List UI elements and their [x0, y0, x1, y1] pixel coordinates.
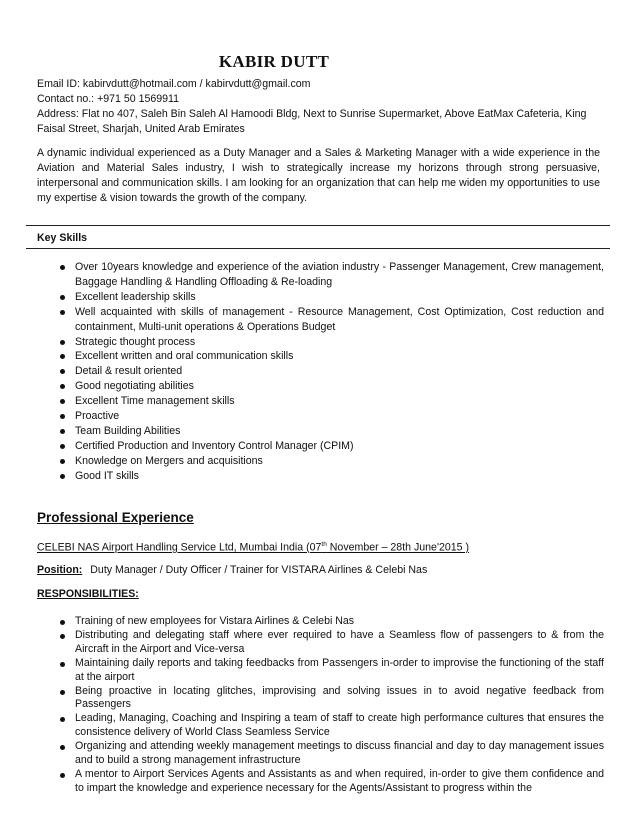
position-value: Duty Manager / Duty Officer / Trainer for VISTARA Airlines & Celebi Nas [90, 564, 428, 576]
bullet-icon [60, 444, 65, 449]
list-item-text: Training of new employees for Vistara Airlines & Celebi Nas [75, 615, 355, 627]
list-item-text: Excellent leadership skills [75, 290, 196, 303]
list-item [0, 335, 638, 350]
list-item-text: Maintaining daily reports and taking feedbacks from Passengers in-order to improvise the functioning of the staff at the airport [75, 656, 604, 683]
key-skills-heading: Key Skills [37, 232, 88, 244]
bullet-icon [60, 634, 65, 639]
list-item-text: Distributing and delegating staff where ever required to have a Seamless flow of passengers to & from the Aircraft in the Airport and Vice-versa [75, 628, 604, 655]
list-item-text: Good negotiating abilities [75, 380, 194, 393]
list-item [0, 424, 638, 439]
list-item [0, 364, 638, 379]
employer-date-suffix: th [321, 541, 327, 548]
list-item [0, 629, 638, 657]
bullet-icon [60, 690, 65, 695]
bullet-icon [60, 620, 65, 625]
list-item [0, 439, 638, 454]
bullet-icon [60, 384, 65, 389]
list-item [0, 615, 638, 629]
bullet-icon [60, 354, 65, 359]
bullet-icon [60, 662, 65, 667]
list-item [0, 712, 638, 740]
list-item-text: Excellent Time management skills [75, 395, 235, 408]
bullet-icon [60, 717, 65, 722]
list-item [0, 379, 638, 394]
bullet-icon [60, 369, 65, 374]
list-item-text: Being proactive in locating glitches, improvising and solving issues in to avoid negative feedback from Passengers [75, 684, 604, 711]
candidate-name: KABIR DUTT [218, 52, 330, 71]
position-line [37, 564, 427, 576]
list-item [0, 394, 638, 409]
list-item-text: Knowledge on Mergers and acquisitions [75, 454, 263, 467]
employer-dates: November – 28th June'2015 ) [326, 541, 470, 554]
contact-block [37, 77, 602, 137]
profile-summary: A dynamic individual experienced as a Duty Manager and a Sales & Marketing Manager with a wide experience in the Aviation and Material Sales industry, I wish to strategically increase my horizons through strong persuasive, interpersonal and communication skills. I am looking for an organization that can help me widen my opportunities to use my expertise & vision towards the growth of the company. [37, 147, 600, 204]
list-item-text: Well acquainted with skills of management - Resource Management, Cost Optimization, Cost reduction and containment, Multi-unit operations & Operations Budget [75, 305, 604, 333]
list-item [0, 454, 638, 469]
employer-text: CELEBI NAS Airport Handling Service Ltd, Mumbai India (07 [37, 541, 322, 554]
list-item [0, 469, 638, 484]
professional-experience-heading: Professional Experience [37, 510, 194, 525]
list-item-text: Detail & result oriented [75, 365, 183, 378]
address-line: Address: Flat no 407, Saleh Bin Saleh Al Hamoodi Bldg, Next to Sunrise Supermarket, Above EatMax Cafeteria, King Faisal Street, Sharjah, United Arab Emirates [37, 108, 587, 135]
list-item-text: Strategic thought process [75, 335, 196, 348]
list-item-text: Team Building Abilities [75, 424, 181, 437]
position-label: Position: [37, 564, 83, 576]
list-item-text: Over 10years knowledge and experience of the aviation industry - Passenger Management, Crew management, Baggage Handling & Handling Offloading & Re-loading [75, 261, 604, 288]
section-divider-top [26, 225, 610, 226]
list-item [0, 740, 638, 768]
key-skills-list [0, 260, 638, 484]
bullet-icon [60, 295, 65, 300]
list-item [0, 409, 638, 424]
list-item-text: Organizing and attending weekly management meetings to discuss financial and day to day management issues and to build a strong management infrastructure [75, 740, 604, 767]
bullet-icon [60, 340, 65, 345]
bullet-icon [60, 474, 65, 479]
employer-line [37, 541, 469, 554]
list-item-text: Proactive [75, 410, 120, 423]
bullet-icon [60, 773, 65, 778]
list-item-text: Excellent written and oral communication skills [75, 350, 294, 363]
list-item-text: Leading, Managing, Coaching and Inspiring a team of staff to create high performance cultures that ensures the consistence delivery of World Class Seamless Service [75, 712, 604, 739]
list-item [0, 290, 638, 305]
list-item [0, 657, 638, 685]
list-item-text: Certified Production and Inventory Control Manager (CPIM) [75, 439, 354, 452]
list-item [0, 305, 638, 335]
list-item-text: A mentor to Airport Services Agents and Assistants as and when required, in-order to give them confidence and to impart the knowledge and experience necessary for the Agents/Assistant to progress within the [75, 767, 604, 794]
bullet-icon [60, 414, 65, 419]
responsibilities-heading: RESPONSIBILITIES: [37, 588, 139, 600]
bullet-icon [60, 429, 65, 434]
email-line: Email ID: kabirvdutt@hotmail.com / kabirvdutt@gmail.com [37, 78, 311, 90]
bullet-icon [60, 265, 65, 270]
list-item [0, 685, 638, 713]
list-item [0, 260, 638, 290]
bullet-icon [60, 310, 65, 315]
list-item [0, 768, 638, 796]
bullet-icon [60, 399, 65, 404]
list-item-text: Good IT skills [75, 469, 139, 482]
bullet-icon [60, 745, 65, 750]
phone-line: Contact no.: +971 50 1569911 [37, 93, 180, 105]
responsibilities-list [0, 615, 638, 796]
list-item [0, 349, 638, 364]
section-divider-bottom [26, 248, 610, 249]
bullet-icon [60, 459, 65, 464]
